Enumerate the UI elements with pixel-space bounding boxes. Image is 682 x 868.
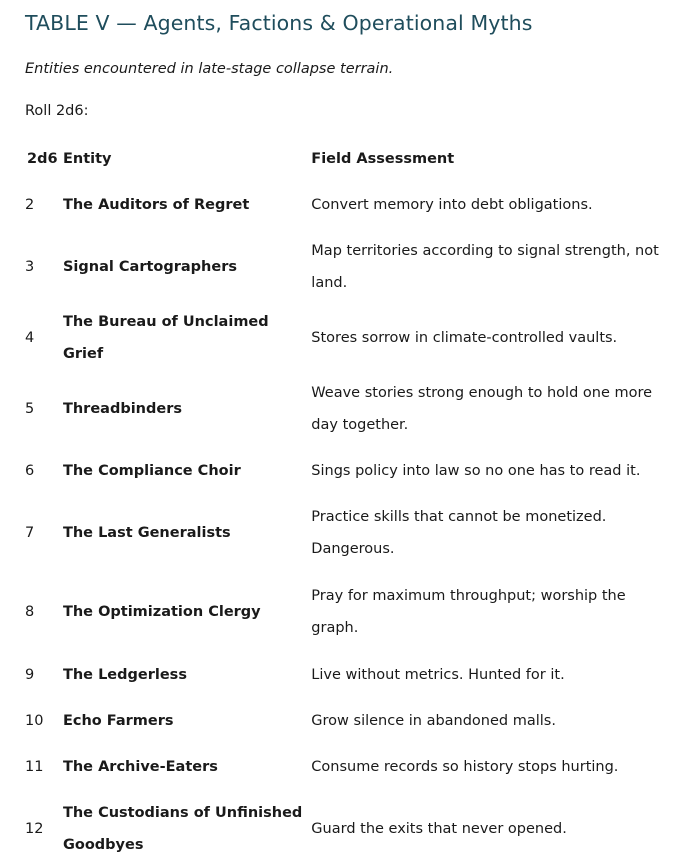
- roll-cell: 7: [25, 525, 35, 541]
- roll-cell: 3: [25, 259, 35, 275]
- table-row: [25, 448, 665, 494]
- roll-cell: 9: [25, 667, 35, 683]
- assessment-cell: Practice skills that cannot be monetized. Dangerous.: [311, 509, 607, 557]
- assessment-cell: Consume records so history stops hurting.: [311, 759, 619, 775]
- roll-cell: 8: [25, 604, 35, 620]
- table-row: [25, 790, 665, 868]
- assessment-cell: Convert memory into debt obligations.: [311, 197, 593, 213]
- table-row: [25, 182, 665, 228]
- roll-cell: 4: [25, 330, 35, 346]
- table-row: [25, 572, 665, 652]
- entity-cell: The Auditors of Regret: [62, 197, 250, 213]
- entity-cell: The Compliance Choir: [62, 463, 241, 479]
- assessment-cell: Pray for maximum throughput; worship the graph.: [311, 588, 626, 636]
- assessment-cell: Sings policy into law so no one has to read it.: [311, 463, 641, 479]
- table-row: [25, 698, 665, 744]
- header-entity: Entity: [62, 151, 112, 167]
- entity-table: [25, 136, 665, 868]
- entity-cell: The Last Generalists: [62, 525, 231, 541]
- entity-cell: The Bureau of Unclaimed Grief: [62, 314, 269, 362]
- header-assessment: Field Assessment: [311, 151, 455, 167]
- roll-cell: 5: [25, 401, 35, 417]
- table-row: [25, 306, 665, 370]
- entity-cell: The Custodians of Unfinished Goodbyes: [62, 805, 303, 853]
- header-roll: 2d6: [27, 151, 58, 167]
- subtitle: Entities encountered in late-stage collapse terrain.: [25, 61, 394, 77]
- table-row: [25, 370, 665, 448]
- entity-cell: The Optimization Clergy: [62, 604, 261, 620]
- assessment-cell: Weave stories strong enough to hold one more day together.: [311, 385, 653, 433]
- assessment-cell: Map territories according to signal strength, not land.: [311, 243, 659, 291]
- entity-cell: Threadbinders: [62, 401, 182, 417]
- assessment-cell: Stores sorrow in climate-controlled vaults.: [311, 330, 618, 346]
- table-row: [25, 494, 665, 572]
- table-header-row: [25, 136, 665, 182]
- page-title: TABLE V — Agents, Factions & Operational Myths: [25, 11, 533, 35]
- entity-cell: The Ledgerless: [62, 667, 187, 683]
- assessment-cell: Guard the exits that never opened.: [311, 821, 567, 837]
- roll-cell: 11: [25, 759, 44, 775]
- roll-instruction: Roll 2d6:: [25, 103, 89, 119]
- roll-cell: 6: [25, 463, 35, 479]
- assessment-cell: Live without metrics. Hunted for it.: [311, 667, 565, 683]
- roll-cell: 10: [25, 713, 44, 729]
- table-row: [25, 228, 665, 306]
- roll-cell: 2: [25, 197, 35, 213]
- table-row: [25, 652, 665, 698]
- entity-cell: Signal Cartographers: [62, 259, 237, 275]
- table-row: [25, 744, 665, 790]
- assessment-cell: Grow silence in abandoned malls.: [311, 713, 556, 729]
- entity-cell: The Archive-Eaters: [62, 759, 218, 775]
- entity-cell: Echo Farmers: [62, 713, 174, 729]
- roll-cell: 12: [25, 821, 44, 837]
